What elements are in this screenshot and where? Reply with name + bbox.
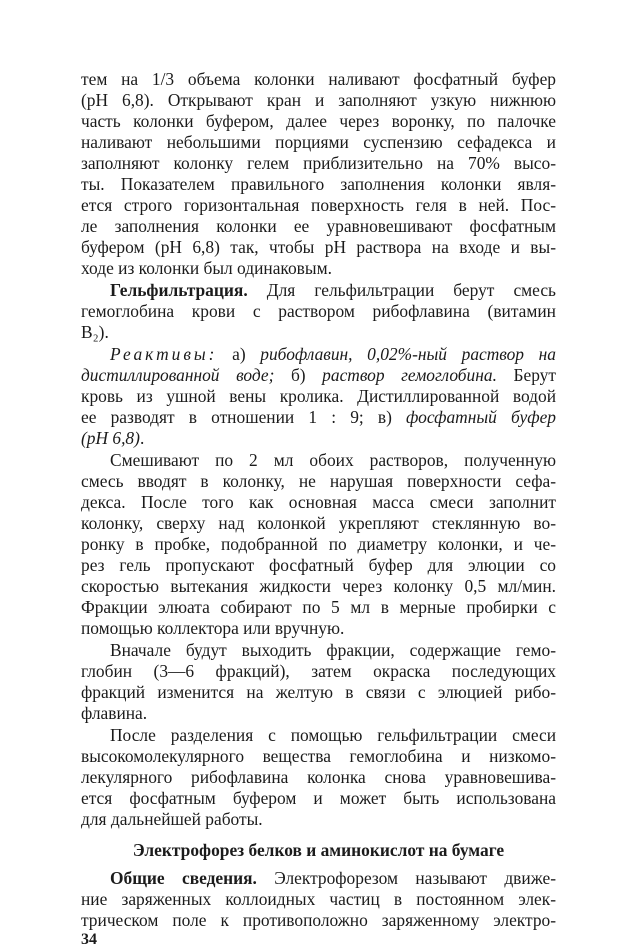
italic-run: фосфатный буфер [406,407,556,427]
text-line: часть колонки буфером, далее через воронку, по палочке [81,111,556,131]
text-line: ние заряженных коллоидных частиц в постоянном элек- [81,889,556,909]
text-line: Смешивают по 2 мл обоих растворов, полученную [110,450,556,470]
text-line: B₂). [81,322,109,342]
italic-run: дистиллированной воде; [81,365,275,385]
text-run: а) [217,344,261,364]
text-line: гемоглобина крови с раствором рибофлавина (витамин [81,301,556,321]
text-line: ется строго горизонтальная поверхность геля в ней. Пос- [81,195,556,215]
text-line: ходе из колонки был одинаковым. [81,258,332,278]
reagents-line [81,365,556,385]
section-lead-line [110,868,556,888]
reagents-line [81,407,556,427]
text-line: декса. После того как основная масса смеси заполнит [81,492,556,512]
text-line: смесь вводят в колонку, не нарушая поверхности сефа- [81,471,556,491]
text-line: скоростью вытекания жидкости через колонку 0,5 мл/мин. [81,576,556,596]
text-line: рез гель пропускают фосфатный буфер для элюции со [81,555,556,575]
section-heading [81,840,556,860]
text-run: Электрофорезом называют движе- [256,868,556,888]
reagents-line [81,428,556,448]
text-line: После разделения с помощью гельфильтрации смеси [110,725,556,745]
text-line: фракций изменится на желтую в связи с элюцией рибо- [81,682,556,702]
italic-run: раствор гемоглобина. [322,365,497,385]
text-line: ется фосфатным буфером и может быть использована [81,788,556,808]
text-run: Берут [496,365,556,385]
section-lead-line [110,280,556,300]
page-number: 34 [81,931,97,948]
text-line: лекулярного рибофлавина колонка снова уравновешива- [81,767,556,787]
text-line: (pH 6,8). Открывают кран и заполняют узкую нижнюю [81,90,556,110]
text-line: кровь из ушной вены кролика. Дистиллированной водой [81,386,556,406]
text-line: ронку в пробке, подобранной по диаметру колонки, и че- [81,534,556,554]
text-run: . [139,428,145,448]
text-line: глобин (3—6 фракций), затем окраска последующих [81,661,556,681]
text-line: высокомолекулярного вещества гемоглобина и низкомо- [81,746,556,766]
italic-run: рибофлавин, 0,02%-ный раствор на [260,344,556,364]
section-heading-text: Электрофорез белков и аминокислот на бумаге [132,840,505,860]
italic-run: (pH 6,8) [81,428,140,448]
text-line: Фракции элюата собирают по 5 мл в мерные пробирки с [81,597,556,617]
run-in-heading: Гельфильтрация. [110,280,248,300]
text-line: колонку, сверху над колонкой укрепляют стеклянную во- [81,513,556,533]
text-line: Вначале будут выходить фракции, содержащие гемо- [110,640,556,660]
text-line: заполняют колонку гелем приблизительно на 70% высо- [81,153,556,173]
text-line: трическом поле к противоположно заряженному электро- [81,910,556,930]
text-line: для дальнейшей работы. [81,809,263,829]
run-in-heading: Общие сведения. [110,868,257,888]
text-run: б) [274,365,323,385]
text-line: флавина. [81,703,148,723]
text-line: ле заполнения колонки ее уравновешивают фосфатным [81,216,556,236]
text-line: буфером (pH 6,8) так, чтобы pH раствора на входе и вы- [81,237,556,257]
text-line: помощью коллектора или вручную. [81,618,345,638]
text-line: ты. Показателем правильного заполнения колонки явля- [81,174,556,194]
text-line: тем на 1/3 объема колонки наливают фосфатный буфер [81,69,556,89]
text-run: Для гельфильтрации берут смесь [247,280,556,300]
reagents-label: Реактивы: [110,344,218,364]
reagents-line [110,344,556,364]
text-run: ее разводят в отношении 1 : 9; в) [81,407,407,427]
text-line: наливают небольшими порциями суспензию сефадекса и [81,132,556,152]
